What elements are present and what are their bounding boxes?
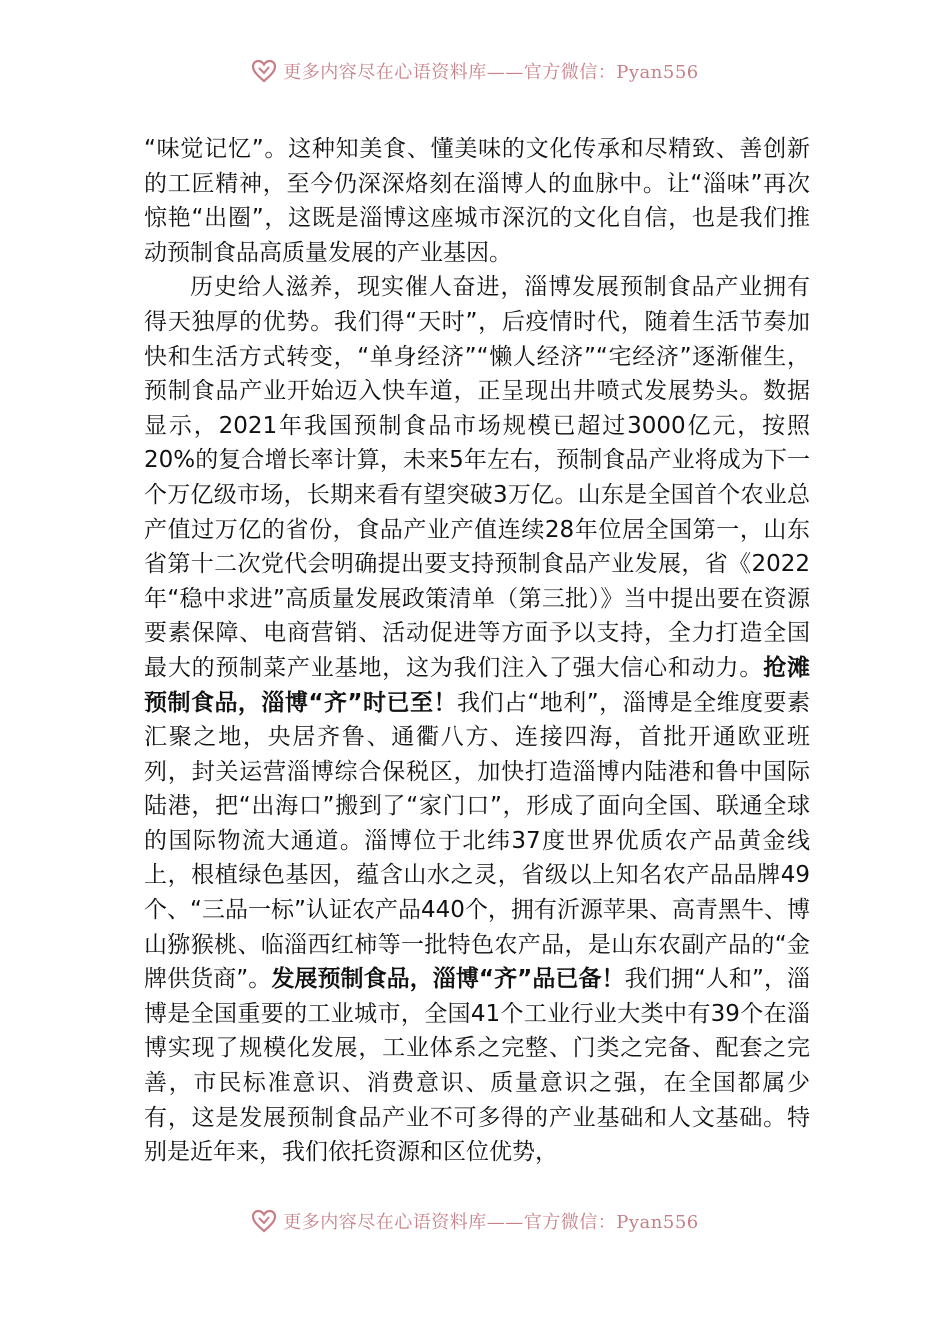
- paragraph-2: [144, 270, 810, 1169]
- bold-highlight: 发展预制食品，淄博“齐”品已备！: [271, 966, 625, 993]
- paragraph-1: [144, 132, 810, 270]
- heart-logo-icon: [251, 1208, 277, 1234]
- watermark-text: 更多内容尽在心语资料库——官方微信：Pyan556: [283, 1212, 699, 1233]
- document-body: [144, 132, 810, 1170]
- heart-logo-icon: [251, 58, 277, 84]
- watermark-text: 更多内容尽在心语资料库——官方微信：Pyan556: [283, 62, 699, 83]
- watermark-header: [0, 56, 950, 86]
- paragraph-text: 我们拥“人和”，淄博是全国重要的工业城市，全国41个工业行业大类中有39个在淄博实现了规模化发展，工业体系之完整、门类之完备、配套之完善，市民标准意识、消费意识、质量意识之强，在全国都属少有，这是发展预制食品产业不可多得的产业基础和人文基础。特别是近年来，我们依托资源和区位优势，: [144, 966, 811, 1166]
- paragraph-text: 我们占“地利”，淄博是全维度要素汇聚之地，央居齐鲁、通衢八方、连接四海，首批开通欧亚班列，封关运营淄博综合保税区，加快打造淄博内陆港和鲁中国际陆港，把“出海口”搬到了“家门口”，形成了面向全国、联通全球的国际物流大通道。淄博位于北纬37度世界优质农产品黄金线上，根植绿色基因，蕴含山水之灵，省级以上知名农产品品牌49个、“三品一标”认证农产品440个，拥有沂源苹果、高青黑牛、博山猕猴桃、临淄西红柿等一批特色农产品，是山东农副产品的“金牌供货商”。: [144, 689, 811, 993]
- paragraph-text: 历史给人滋养，现实催人奋进，淄博发展预制食品产业拥有得天独厚的优势。我们得“天时”，后疫情时代，随着生活节奏加快和生活方式转变，“单身经济”“懒人经济”“宅经济”逐渐催生，预制食品产业开始迈入快车道，正呈现出井喷式发展势头。数据显示，2021年我国预制食品市场规模已超过3000亿元，按照20%的复合增长率计算，未来5年左右，预制食品产业将成为下一个万亿级市场，长期来看有望突破3万亿。山东是全国首个农业总产值过万亿的省份，食品产业产值连续28年位居全国第一，山东省第十二次党代会明确提出要支持预制食品产业发展，省《2022年“稳中求进”高质量发展政策清单（第三批）》当中提出要在资源要素保障、电商营销、活动促进等方面予以支持，全力打造全国最大的预制菜产业基地，这为我们注入了强大信心和动力。: [144, 274, 810, 681]
- bold-highlight: 抢滩预制食品，淄博“齐”时已至！: [144, 654, 811, 716]
- watermark-footer: [0, 1206, 950, 1236]
- paragraph-text: “味觉记忆”。这种知美食、懂美味的文化传承和尽精致、善创新的工匠精神，至今仍深深烙刻在淄博人的血脉中。让“淄味”再次惊艳“出圈”，这既是淄博这座城市深沉的文化自信，也是我们推动预制食品高质量发展的产业基因。: [144, 136, 810, 266]
